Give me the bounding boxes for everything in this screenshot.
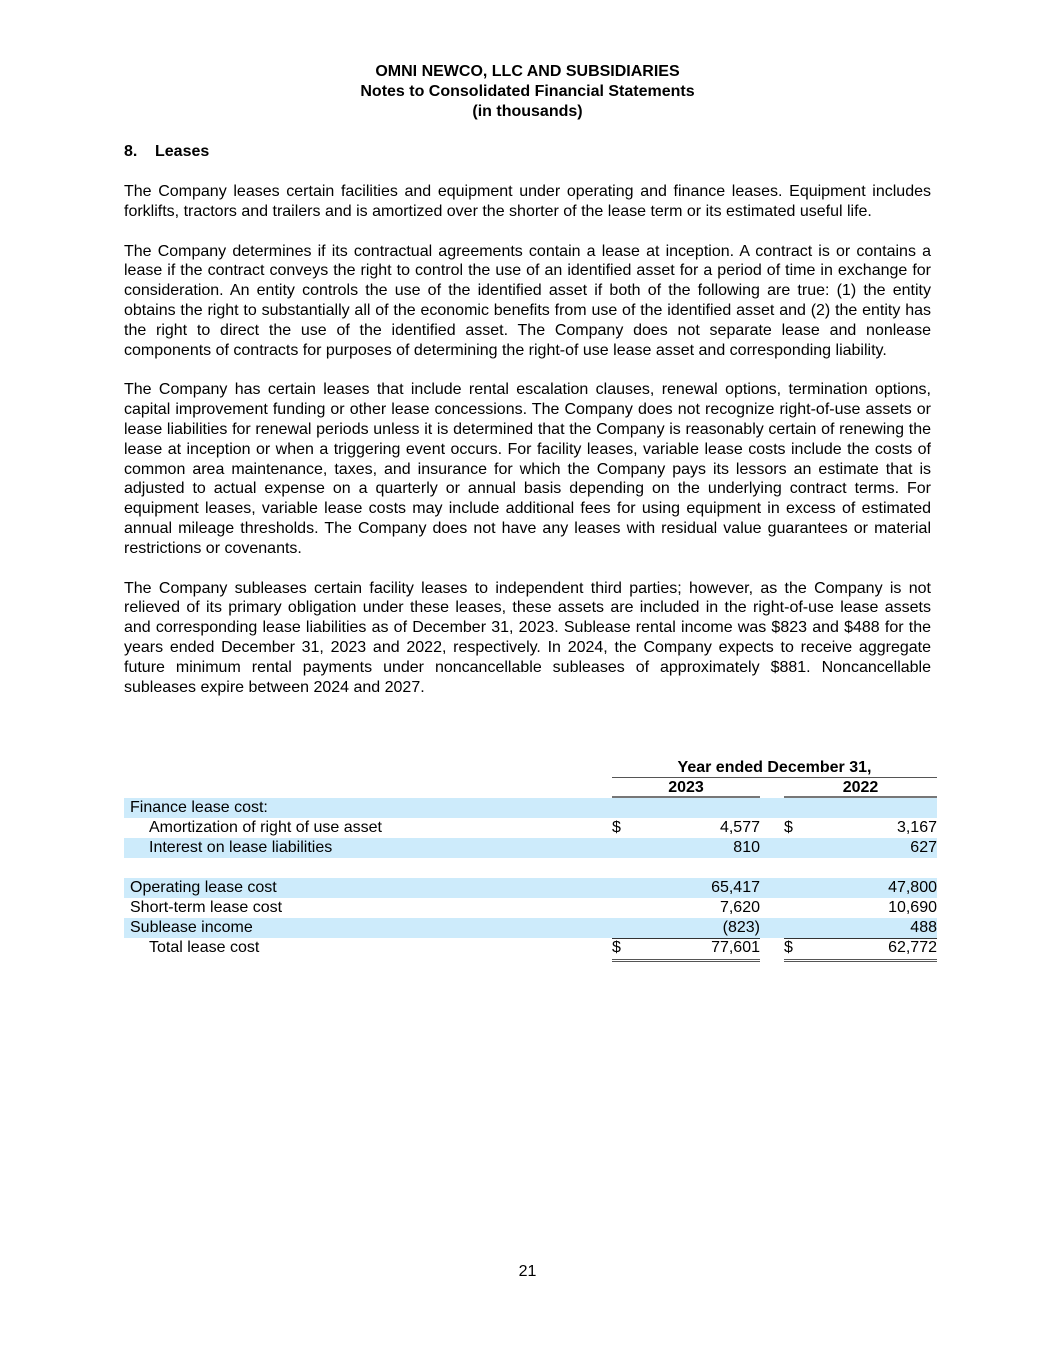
currency-symbol: $ (784, 819, 793, 836)
value-2022: 3,167 (896, 819, 937, 836)
lease-cost-table (124, 758, 937, 958)
column-header-2023: 2023 (612, 778, 760, 798)
company-name: OMNI NEWCO, LLC AND SUBSIDIARIES (375, 63, 680, 80)
row-label: Operating lease cost (130, 879, 277, 896)
value-2022: 47,800 (888, 879, 937, 896)
currency-symbol: $ (612, 939, 621, 956)
document-title: Notes to Consolidated Financial Statements (360, 83, 695, 100)
value-2023: 77,601 (711, 939, 760, 956)
total-double-rule (612, 959, 760, 962)
document-page (124, 62, 931, 697)
table-row (124, 798, 937, 818)
row-label: Sublease income (130, 919, 253, 936)
section-heading (124, 142, 931, 162)
paragraph-lease-overview: The Company leases certain facilities and equipment under operating and finance leases. Equipment includes forklifts, tractors and trailers and is amortized over the shorter of the lease term or its estimated useful life. (124, 183, 931, 220)
value-2023: (823) (722, 919, 760, 936)
page-number: 21 (518, 1263, 537, 1280)
currency-symbol: $ (784, 939, 793, 956)
section-number: 8. (124, 143, 138, 160)
units-note: (in thousands) (472, 103, 583, 120)
currency-symbol: $ (612, 819, 621, 836)
table-year-header-row (124, 778, 937, 798)
row-label: Total lease cost (149, 939, 260, 956)
row-label: Interest on lease liabilities (149, 839, 333, 856)
table-total-row (124, 938, 937, 958)
row-label: Short-term lease cost (130, 899, 283, 916)
row-label: Finance lease cost: (130, 799, 268, 816)
value-2022: 488 (910, 919, 937, 936)
table-row (124, 898, 937, 918)
column-header-2022: 2022 (784, 778, 937, 798)
table-row (124, 918, 937, 938)
table-period-header-row (124, 758, 937, 778)
value-2022: 10,690 (888, 899, 937, 916)
table-row (124, 818, 937, 838)
table-row (124, 838, 937, 858)
value-2023: 4,577 (719, 819, 760, 836)
table-spacer-row (124, 858, 937, 878)
total-double-rule (784, 959, 937, 962)
value-2022: 62,772 (888, 939, 937, 956)
paragraph-lease-determination: The Company determines if its contractual agreements contain a lease at inception. A contract is or contains a lease if the contract conveys the right to control the use of an identified asset for a period of time in exchange for consideration. An entity controls the use of the identified asset if both of the following are true: (1) the entity obtains the right to substantially all of the economic benefits from use of the identified asset and (2) the entity has the right to direct the use of the identified asset. The Company does not separate lease and nonlease components of contracts for purposes of determining the right-of use lease asset and corresponding liability. (124, 242, 931, 359)
section-title: Leases (155, 143, 210, 160)
row-label: Amortization of right of use asset (149, 819, 382, 836)
value-2023: 65,417 (711, 879, 760, 896)
value-2022: 627 (910, 839, 937, 856)
table-row (124, 878, 937, 898)
paragraph-lease-terms: The Company has certain leases that include rental escalation clauses, renewal options, termination options, capital improvement funding or other lease concessions. The Company does not recognize right-of-use assets or lease liabilities for renewal periods unless it is determined that the Company is reasonably certain of renewing the lease at inception or when a triggering event occurs. For facility leases, variable lease costs include the costs of common area maintenance, taxes, and insurance for which the Company pays its lessors an estimate that is adjusted to actual expense on a quarterly or annual basis depending on the underlying contract terms. For equipment leases, variable lease costs may include additional fees for using equipment in excess of estimated annual mileage thresholds. The Company does not have any leases with residual value guarantees or material restrictions or covenants. (124, 381, 931, 557)
value-2023: 810 (733, 839, 760, 856)
paragraph-subleases: The Company subleases certain facility leases to independent third parties; however, as the Company is not relieved of its primary obligation under these leases, these assets are included in the right-of-use lease assets and corresponding lease liabilities as of December 31, 2023. Sublease rental income was $823 and $488 for the years ended December 31, 2023 and 2022, respectively. In 2024, the Company expects to receive aggregate future minimum rental payments under noncancellable subleases of approximately $881. Noncancellable subleases expire between 2024 and 2027. (124, 579, 931, 696)
value-2023: 7,620 (719, 899, 760, 916)
period-header: Year ended December 31, (612, 758, 937, 778)
